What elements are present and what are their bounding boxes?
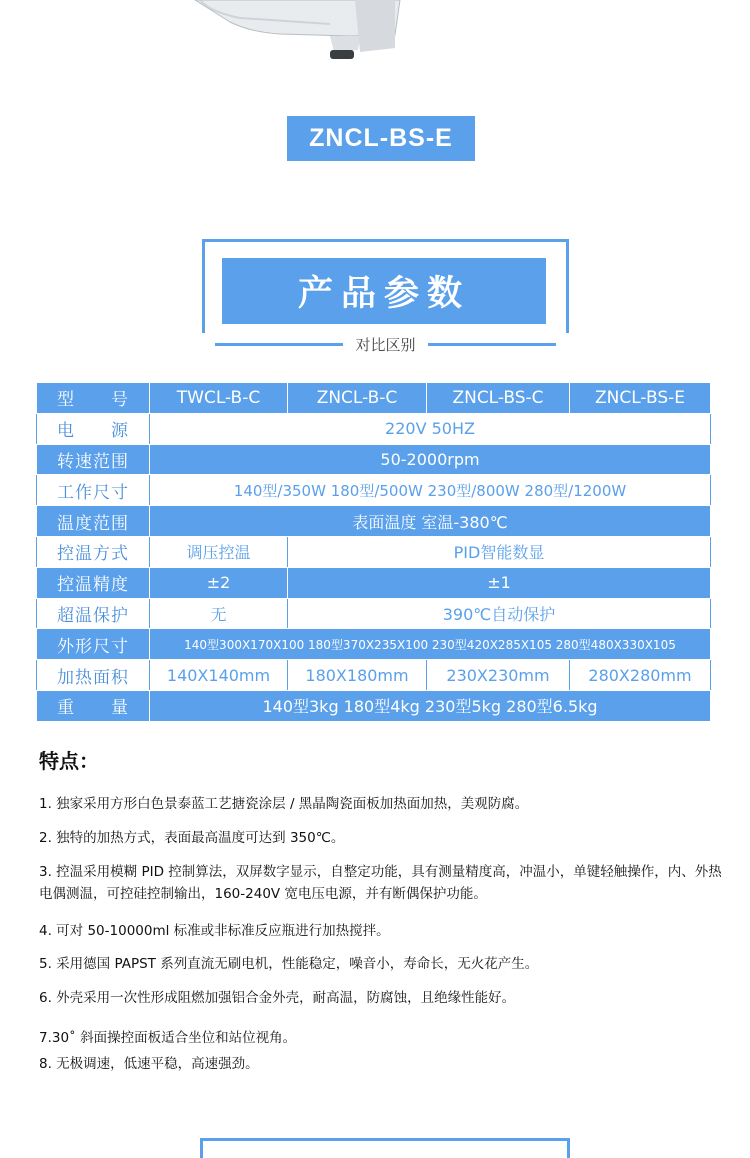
cell-value: 230X230mm	[427, 660, 570, 691]
cell-value: 无	[150, 598, 288, 629]
header-cell: 型 号	[37, 383, 150, 414]
list-item: 2. 独特的加热方式，表面最高温度可达到 350℃。	[39, 830, 345, 846]
divider	[428, 343, 556, 346]
row-label: 超温保护	[37, 598, 150, 629]
table-row	[37, 536, 711, 567]
device-foot	[330, 50, 354, 59]
row-label: 控温方式	[37, 536, 150, 567]
header-cell: ZNCL-B-C	[288, 383, 427, 414]
table-row	[37, 475, 711, 506]
table-row	[37, 598, 711, 629]
cell-value: 140型/350W 180型/500W 230型/800W 280型/1200W	[150, 475, 711, 506]
row-label: 控温精度	[37, 567, 150, 598]
list-item: 4. 可对 50-10000ml 标准或非标准反应瓶进行加热搅拌。	[39, 923, 390, 939]
row-label: 转速范围	[37, 444, 150, 475]
section-title: 产品参数	[222, 258, 546, 324]
spec-table	[36, 382, 711, 722]
row-label: 电 源	[37, 413, 150, 444]
list-item: 7.30˚ 斜面操控面板适合坐位和站位视角。	[39, 1030, 297, 1046]
cell-value: 180X180mm	[288, 660, 427, 691]
list-item: 3. 控温采用模糊 PID 控制算法，双屏数字显示，自整定功能，具有测量精度高，冲温小，单键轻触操作，内、外热电偶测温，可控硅控制输出，160-240V 宽电压电源，并有断偶保护功能。	[39, 864, 722, 902]
next-section-frame	[200, 1138, 570, 1158]
table-header-row	[37, 383, 711, 414]
row-label: 外形尺寸	[37, 629, 150, 660]
divider	[215, 343, 343, 346]
features-title: 特点：	[39, 749, 99, 773]
row-label: 工作尺寸	[37, 475, 150, 506]
row-label: 重 量	[37, 690, 150, 721]
cell-value: 390℃自动保护	[288, 598, 711, 629]
table-row	[37, 629, 711, 660]
header-cell: ZNCL-BS-C	[427, 383, 570, 414]
table-row	[37, 413, 711, 444]
cell-value: 表面温度 室温-380℃	[150, 506, 711, 537]
table-row	[37, 444, 711, 475]
model-label: ZNCL-BS-E	[287, 116, 475, 161]
header-cell: ZNCL-BS-E	[570, 383, 711, 414]
table-row	[37, 660, 711, 691]
cell-value: 140X140mm	[150, 660, 288, 691]
list-item: 5. 采用德国 PAPST 系列直流无刷电机，性能稳定，噪音小，寿命长，无火花产生。	[39, 956, 539, 972]
table-row	[37, 567, 711, 598]
table-row	[37, 690, 711, 721]
row-label: 加热面积	[37, 660, 150, 691]
cell-value: PID智能数显	[288, 536, 711, 567]
cell-value: 140型300X170X100 180型370X235X100 230型420X285X105 280型480X330X105	[150, 629, 711, 660]
cell-value: 调压控温	[150, 536, 288, 567]
cell-value: 220V 50HZ	[150, 413, 711, 444]
row-label: 温度范围	[37, 506, 150, 537]
cell-value: ±1	[288, 567, 711, 598]
cell-value: 140型3kg 180型4kg 230型5kg 280型6.5kg	[150, 690, 711, 721]
section-subtitle-row	[202, 333, 569, 355]
header-cell: TWCL-B-C	[150, 383, 288, 414]
list-item: 8. 无极调速，低速平稳，高速强劲。	[39, 1056, 259, 1072]
cell-value: ±2	[150, 567, 288, 598]
list-item: 1. 独家采用方形白色景泰蓝工艺搪瓷涂层 / 黑晶陶瓷面板加热面加热，美观防腐。	[39, 796, 529, 812]
section-subtitle: 对比区别	[355, 335, 416, 354]
product-image	[0, 0, 750, 70]
table-row	[37, 506, 711, 537]
list-item: 6. 外壳采用一次性形成阻燃加强铝合金外壳，耐高温，防腐蚀，且绝缘性能好。	[39, 990, 516, 1006]
cell-value: 50-2000rpm	[150, 444, 711, 475]
cell-value: 280X280mm	[570, 660, 711, 691]
